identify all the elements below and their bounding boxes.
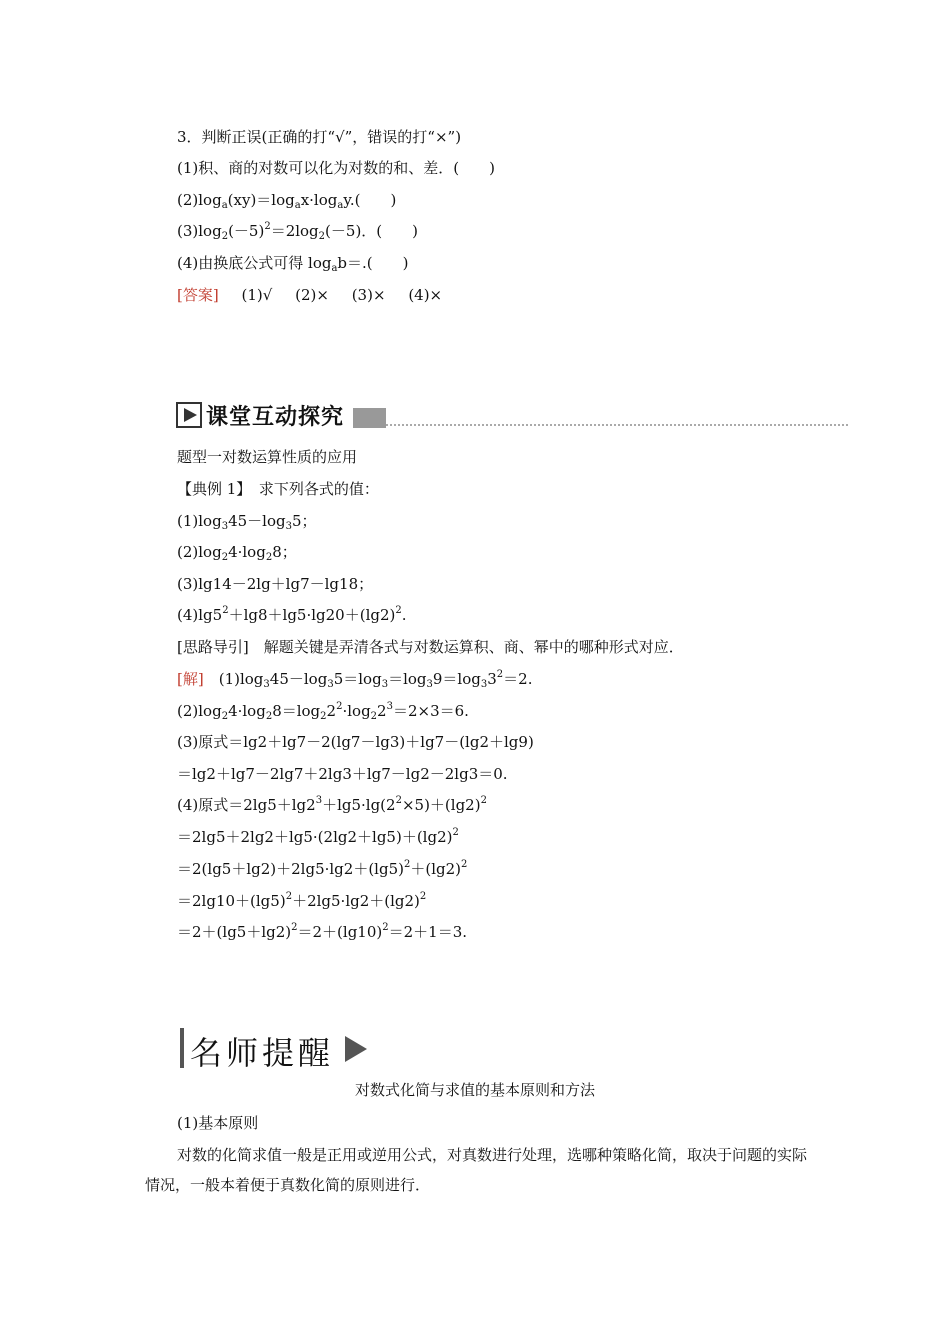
header-decoration (353, 408, 386, 428)
exercise-q2: $(2)\log_a(xy)=\log_ax\cdot\log_ay$.( ) (177, 191, 397, 211)
solution-3b: ＝lg2＋lg7－2lg7＋2lg3＋lg7－lg2－2lg3＝0. (177, 765, 508, 783)
tip-paragraph: 对数的化简求值一般是正用或逆用公式，对真数进行处理，选哪种策略化简，取决于问题的实际情况，一般本着便于真数化简的原则进行． (145, 1146, 808, 1194)
example-item-4: $(4)\lg 5^2+\lg 8+\lg 5\cdot\lg 20+(\lg 2)^2$. (177, 605, 407, 624)
section-header (176, 400, 848, 432)
exercise-intro: 3．判断正误(正确的打“√”，错误的打“×”) (177, 128, 462, 146)
solution-4b: $=2\lg 5+2\lg 2+\lg 5\cdot(2\lg 2+\lg 5)+(\lg 2)^2$ (177, 827, 459, 846)
section-title: 课堂互动探究 (206, 405, 345, 430)
answer-2: (2)× (295, 286, 329, 304)
solution-4d: $=2\lg 10+(\lg 5)^2+2\lg 5\cdot\lg 2+(\lg 2)^2$ (177, 891, 427, 910)
solution-4c: $=2(\lg 5+\lg 2)+2\lg 5\cdot\lg 2+(\lg 5)^2+(\lg 2)^2$ (177, 859, 468, 878)
solution-3a: (3)原式＝lg2＋lg7－2(lg7－lg3)＋lg7－(lg2＋lg9) (177, 733, 534, 751)
example-guide: [思路导引] 解题关键是弄清各式与对数运算积、商、幂中的哪种形式对应． (177, 638, 684, 656)
solution-4e: $=2+(\lg 5+\lg 2)^2=2+(\lg 10)^2=2+1=3$. (177, 922, 468, 941)
tip-heading-1: (1)基本原则 (177, 1114, 259, 1132)
example-item-1: $(1)\log_345-\log_35$； (177, 512, 317, 532)
solution-4a: (4)原式$=2\lg 5+\lg 2^3+\lg 5\cdot\lg(2^2\times 5)+(\lg 2)^2$ (177, 795, 487, 814)
answer-label: [答案] (177, 286, 219, 304)
type-title: 题型一对数运算性质的应用 (177, 448, 358, 466)
answer-3: (3)× (351, 286, 386, 304)
exercise-answer (177, 285, 460, 305)
header-rule (386, 424, 848, 426)
exercise-q3: $(3)\log_2(-5)^2=2\log_2(-5)$．( ) (177, 221, 418, 242)
example-item-3: (3)lg14－2lg＋lg7－lg18； (177, 575, 374, 593)
answer-1: (1)√ (241, 286, 273, 304)
example-item-2: $(2)\log_24\cdot\log_28$； (177, 543, 297, 563)
solution-1: [解] $(1)\log_345-\log_35=\log_3=\log_39=\log_33^2=2$. (177, 669, 533, 690)
arrow-icon (176, 402, 202, 428)
exercise-q4: (4)由换底公式可得 $\log_ab=$.( ) (177, 254, 409, 274)
example-prompt: 【典例 1】 求下列各式的值： (177, 480, 379, 498)
tip-title: 名师提醒 (190, 1034, 335, 1072)
play-arrow-icon (345, 1036, 367, 1062)
tip-bar (180, 1028, 184, 1068)
solution-label: [解] (177, 670, 204, 688)
solution-2: $(2)\log_24\cdot\log_28=\log_22^2\cdot\log_22^3=2\times 3=6$. (177, 701, 469, 722)
answer-4: (4)× (408, 286, 443, 304)
tip-subtitle: 对数式化简与求值的基本原则和方法 (354, 1081, 595, 1099)
exercise-q1: (1)积、商的对数可以化为对数的和、差．( ) (177, 159, 495, 177)
